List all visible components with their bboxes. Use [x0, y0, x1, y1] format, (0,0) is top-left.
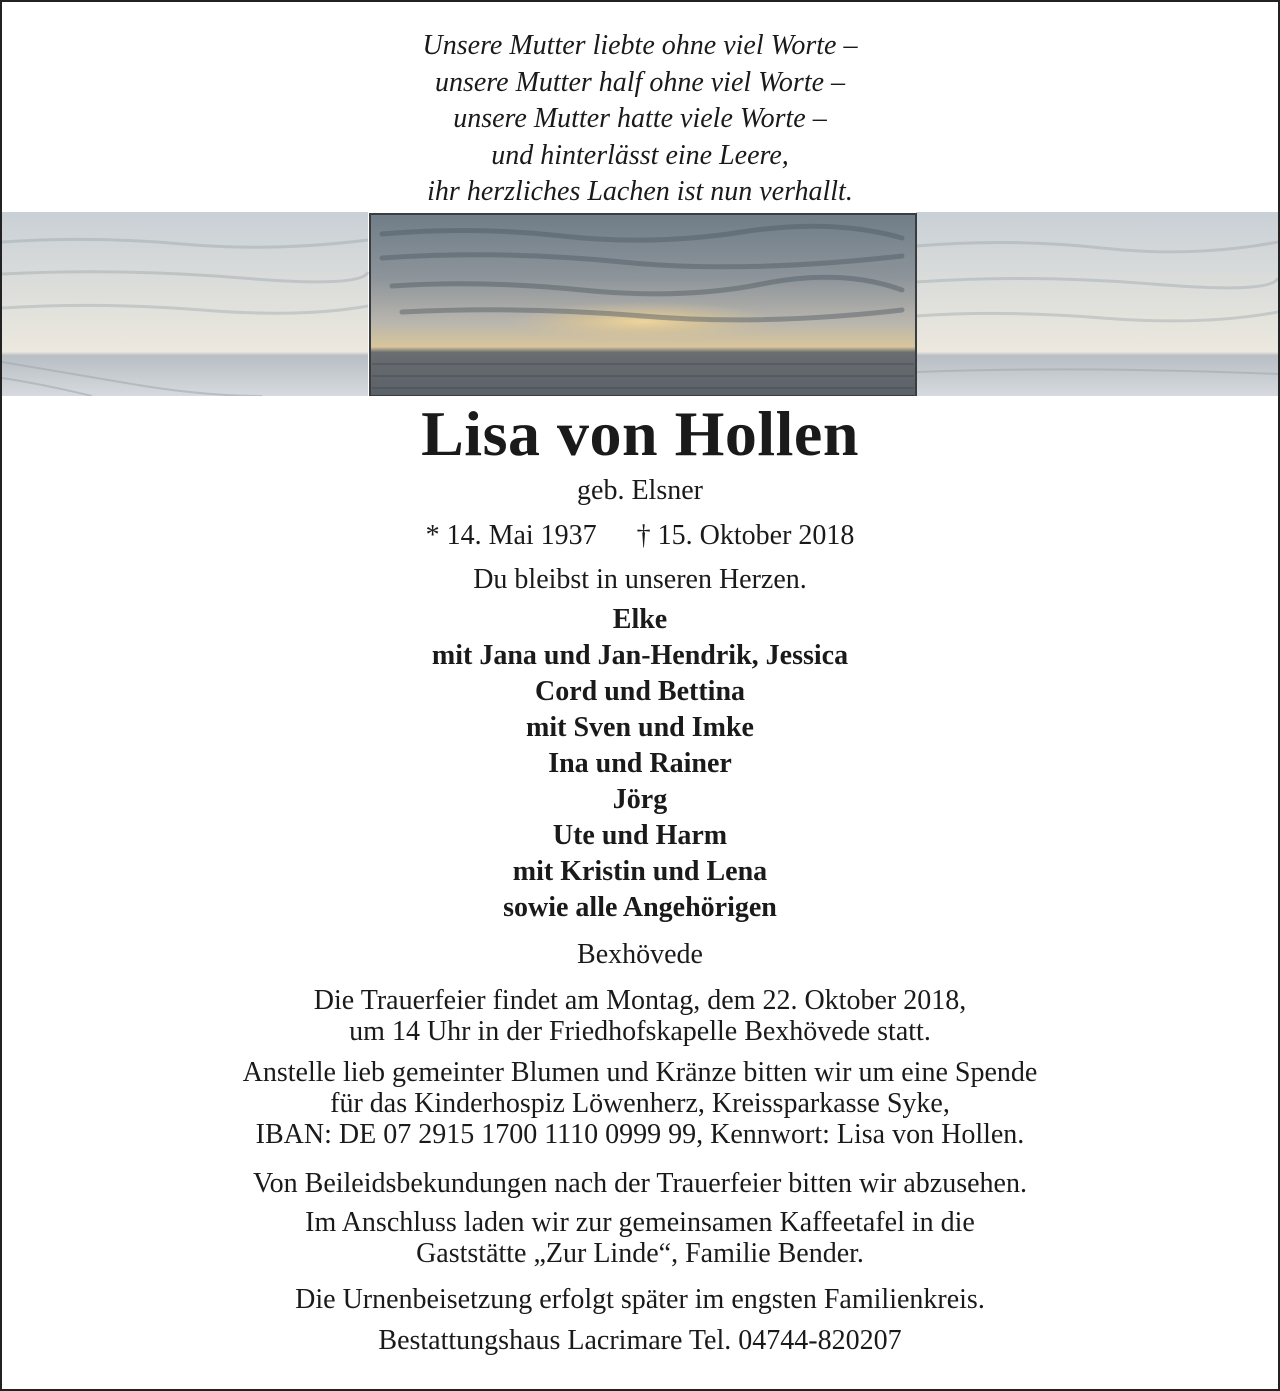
funeral-line: um 14 Uhr in der Friedhofskapelle Bexhövede statt.	[349, 1016, 931, 1047]
condolence-note	[2, 1168, 1278, 1199]
coffee-line: Gaststätte „Zur Linde“, Familie Bender.	[416, 1238, 864, 1269]
poem-line: unsere Mutter half ohne viel Worte –	[434, 66, 846, 98]
mourner-line: Cord und Bettina	[534, 676, 746, 707]
poem-line: unsere Mutter hatte viele Worte –	[453, 103, 827, 134]
donation-line: Anstelle lieb gemeinter Blumen und Kränze bitten wir um eine Spende	[242, 1057, 1038, 1088]
donation-line: IBAN: DE 07 2915 1700 1110 0999 99, Kennwort: Lisa von Hollen.	[255, 1119, 1025, 1150]
poem-line: ihr herzliches Lachen ist nun verhallt.	[427, 176, 853, 207]
life-dates	[2, 518, 1278, 554]
place: Bexhövede	[577, 939, 703, 970]
mourner-line: Ute und Harm	[552, 820, 728, 851]
death-date: † 15. Oktober 2018	[636, 520, 855, 551]
urn-burial-note	[2, 1284, 1278, 1315]
mourner-line: Elke	[612, 604, 668, 635]
birth-name: geb. Elsner	[577, 475, 703, 506]
undertaker-contact	[2, 1325, 1278, 1356]
memorial-poem	[2, 28, 1278, 211]
funeral-info	[2, 985, 1278, 1047]
mourner-line: Jörg	[612, 784, 668, 815]
coffee-line: Im Anschluss laden wir zur gemeinsamen Kaffeetafel in die	[305, 1207, 975, 1238]
undertaker-line: Bestattungshaus Lacrimare Tel. 04744-820207	[378, 1325, 902, 1356]
birth-date: * 14. Mai 1937	[425, 520, 597, 551]
poem-line: und hinterlässt eine Leere,	[491, 139, 789, 171]
donation-line: für das Kinderhospiz Löwenherz, Kreissparkasse Syke,	[330, 1088, 950, 1119]
seascape-image	[2, 212, 1278, 396]
mourner-line: sowie alle Angehörigen	[503, 892, 777, 923]
seascape-banner	[2, 212, 1278, 396]
donation-info	[2, 1057, 1278, 1150]
coffee-invitation	[2, 1207, 1278, 1269]
mourner-line: Ina und Rainer	[548, 748, 732, 779]
deceased-name: Lisa von Hollen	[421, 398, 859, 469]
poem-line: Unsere Mutter liebte ohne viel Worte –	[422, 30, 858, 61]
mourners-list	[2, 602, 1278, 926]
urn-line: Die Urnenbeisetzung erfolgt später im engsten Familienkreis.	[295, 1284, 985, 1315]
mourner-line: mit Jana und Jan-Hendrik, Jessica	[431, 640, 849, 671]
funeral-line: Die Trauerfeier findet am Montag, dem 22. Oktober 2018,	[313, 985, 967, 1016]
mourner-line: mit Kristin und Lena	[512, 856, 768, 887]
mourner-line: mit Sven und Imke	[526, 712, 754, 743]
motto: Du bleibst in unseren Herzen.	[473, 564, 807, 595]
condolence-line: Von Beileidsbekundungen nach der Trauerfeier bitten wir abzusehen.	[253, 1168, 1027, 1199]
